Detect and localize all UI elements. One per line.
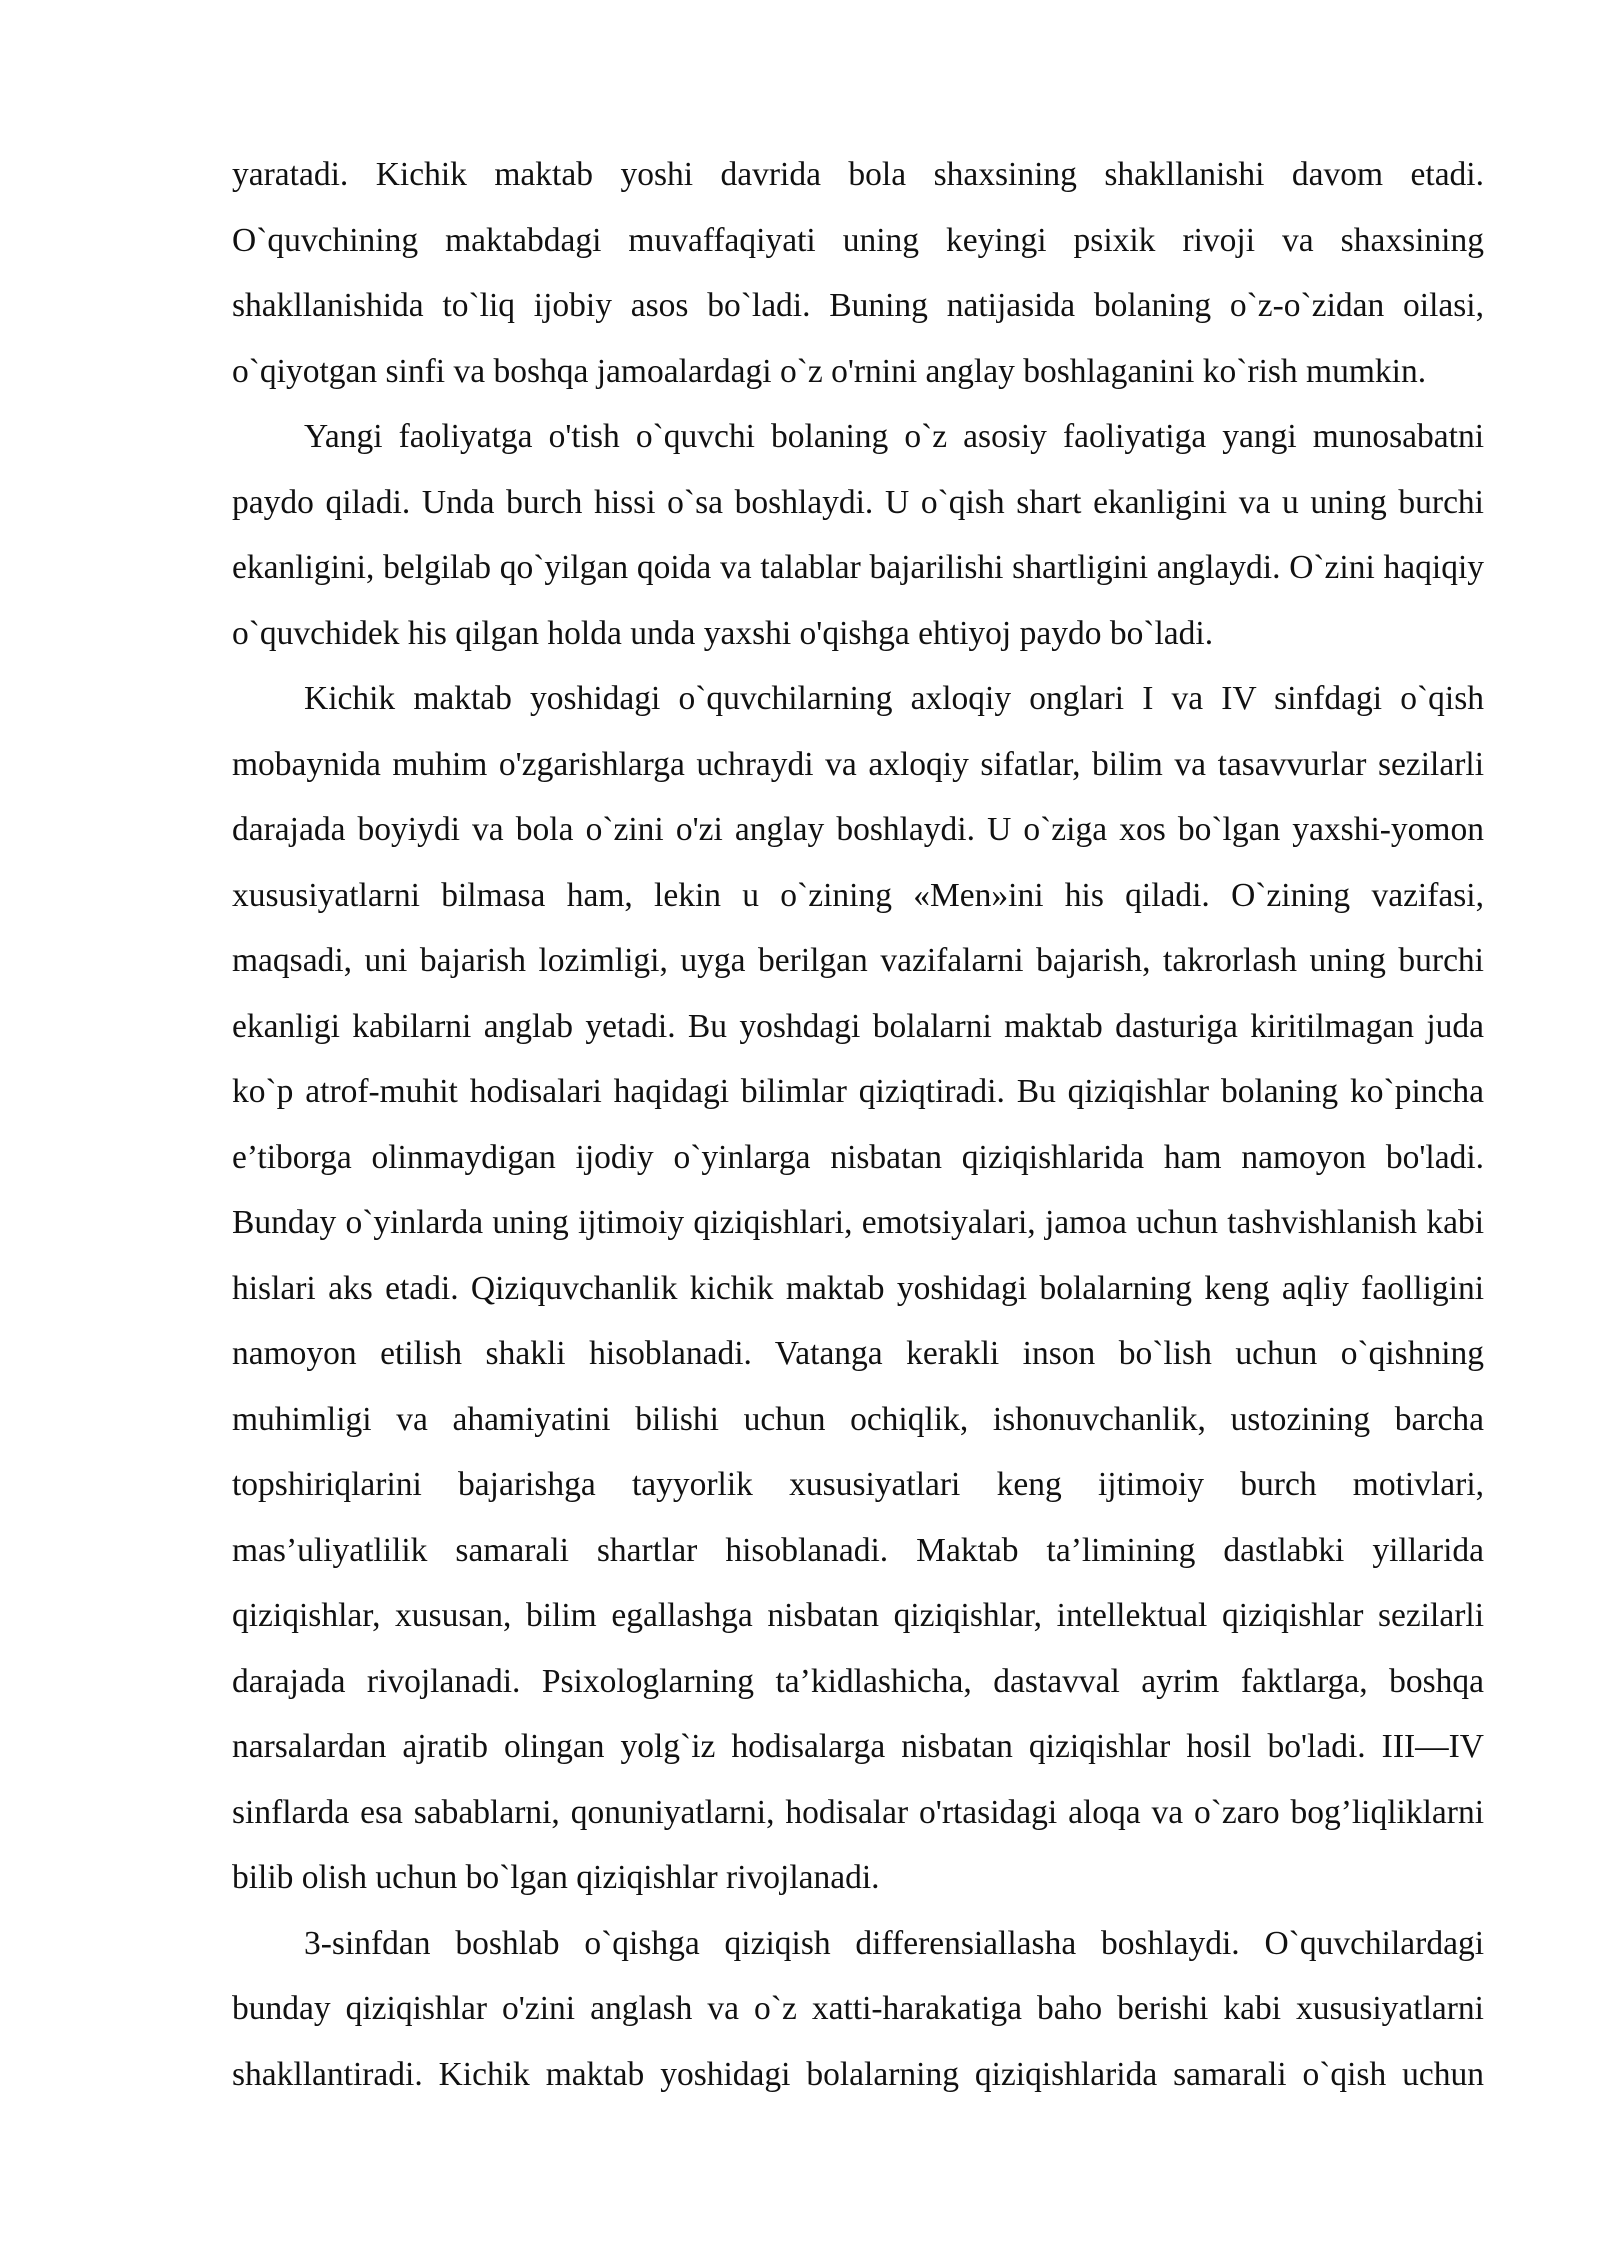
text-line: sinflarda esa sabablarni, qonuniyatlarni, hodisalar o'rtasidagi aloqa va o`zaro bog’liqliklarni bbox=[232, 1793, 1484, 1831]
document-body-text bbox=[232, 142, 1484, 2107]
text-line: muhimligi va ahamiyatini bilishi uchun ochiqlik, ishonuvchanlik, ustozining barcha bbox=[232, 1400, 1484, 1438]
text-line: xususiyatlarni bilmasa ham, lekin u o`zining «Men»ini his qiladi. O`zining vazifasi, bbox=[232, 876, 1484, 914]
text-line: shakllanishida to`liq ijobiy asos bo`ladi. Buning natijasida bolaning o`z-o`zidan oilasi, bbox=[232, 287, 1484, 324]
text-line: maqsadi, uni bajarish lozimligi, uyga berilgan vazifalarni bajarish, takrorlash uning burchi bbox=[232, 942, 1484, 979]
text-line: ekanligini, belgilab qo`yilgan qoida va talablar bajarilishi shartligini anglaydi. O`zini haqiqiy bbox=[232, 549, 1484, 586]
text-line: Bunday o`yinlarda uning ijtimoiy qiziqishlari, emotsiyalari, jamoa uchun tashvishlanish kabi bbox=[232, 1204, 1484, 1241]
text-line: narsalardan ajratib olingan yolg`iz hodisalarga nisbatan qiziqishlar hosil bo'ladi. III—IV bbox=[232, 1728, 1484, 1765]
text-line: mas’uliyatlilik samarali shartlar hisoblanadi. Maktab ta’limining dastlabki yillarida bbox=[232, 1531, 1484, 1569]
text-line: bunday qiziqishlar o'zini anglash va o`z xatti-harakatiga baho berishi kabi xususiyatlarni bbox=[232, 1990, 1484, 2027]
text-line: shakllantiradi. Kichik maktab yoshidagi bolalarning qiziqishlarida samarali o`qish uchun bbox=[232, 2055, 1484, 2093]
paragraph-first-line: 3-sinfdan boshlab o`qishga qiziqish differensiallasha boshlaydi. O`quvchilardagi bbox=[304, 1924, 1484, 1962]
paragraph-last-line: o`qiyotgan sinfi va boshqa jamoalardagi o`z o'rnini anglay boshlaganini ko`rish mumkin. bbox=[232, 352, 1427, 390]
paragraph-first-line: Kichik maktab yoshidagi o`quvchilarning axloqiy onglari I va IV sinfdagi o`qish bbox=[304, 680, 1484, 717]
text-line: yaratadi. Kichik maktab yoshi davrida bola shaxsining shakllanishi davom etadi. bbox=[232, 156, 1484, 193]
text-line: darajada rivojlanadi. Psixologlarning ta’kidlashicha, dastavval ayrim faktlarga, boshqa bbox=[232, 1662, 1484, 1700]
paragraph-first-line: Yangi faoliyatga o'tish o`quvchi bolaning o`z asosiy faoliyatiga yangi munosabatni bbox=[304, 418, 1484, 455]
text-line: hislari aks etadi. Qiziquvchanlik kichik maktab yoshidagi bolalarning keng aqliy faolligini bbox=[232, 1269, 1484, 1307]
text-line: qiziqishlar, xususan, bilim egallashga nisbatan qiziqishlar, intellektual qiziqishlar sezilarli bbox=[232, 1597, 1484, 1634]
paragraph-last-line: o`quvchidek his qilgan holda unda yaxshi o'qishga ehtiyoj paydo bo`ladi. bbox=[232, 614, 1214, 652]
text-line: mobaynida muhim o'zgarishlarga uchraydi va axloqiy sifatlar, bilim va tasavvurlar sezilarli bbox=[232, 745, 1484, 783]
text-line: O`quvchining maktabdagi muvaffaqiyati uning keyingi psixik rivoji va shaxsining bbox=[232, 221, 1484, 259]
text-line: e’tiborga olinmaydigan ijodiy o`yinlarga nisbatan qiziqishlarida ham namoyon bo'ladi. bbox=[232, 1138, 1484, 1176]
text-line: ko`p atrof-muhit hodisalari haqidagi bilimlar qiziqtiradi. Bu qiziqishlar bolaning ko`pincha bbox=[232, 1073, 1484, 1110]
paragraph-last-line: bilib olish uchun bo`lgan qiziqishlar rivojlanadi. bbox=[232, 1859, 880, 1896]
text-line: topshiriqlarini bajarishga tayyorlik xususiyatlari keng ijtimoiy burch motivlari, bbox=[232, 1466, 1484, 1503]
text-line: darajada boyiydi va bola o`zini o'zi anglay boshlaydi. U o`ziga xos bo`lgan yaxshi-yomon bbox=[232, 811, 1484, 848]
text-line: namoyon etilish shakli hisoblanadi. Vatanga kerakli inson bo`lish uchun o`qishning bbox=[232, 1335, 1484, 1372]
text-line: paydo qiladi. Unda burch hissi o`sa boshlaydi. U o`qish shart ekanligini va u uning burchi bbox=[232, 483, 1484, 521]
text-line: ekanligi kabilarni anglab yetadi. Bu yoshdagi bolalarni maktab dasturiga kiritilmagan juda bbox=[232, 1007, 1484, 1045]
